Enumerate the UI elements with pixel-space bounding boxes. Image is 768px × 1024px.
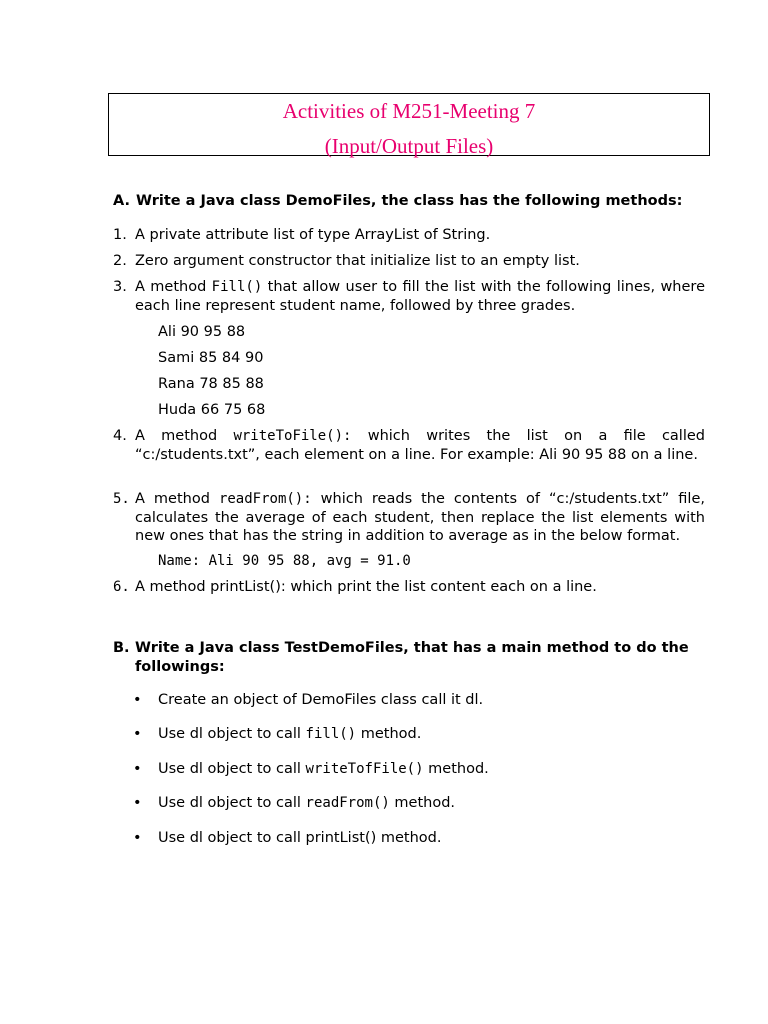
item-text-pre: A method — [135, 428, 234, 444]
code-write-call: writeTofFile() — [305, 761, 424, 777]
title-box — [108, 93, 710, 156]
bullet-text-pre: Use dl object to call — [158, 726, 306, 742]
code-fill-call: fill() — [305, 726, 357, 742]
section-a-heading-text: Write a Java class DemoFiles, the class has the following methods: — [136, 193, 683, 209]
student-line-1: Ali 90 95 88 — [158, 324, 246, 340]
item-text-post: which reads the contents of “c:/students.txt” file, calculates the average of each student, then replace the list elements with new ones that has the string in addition to average as in the below format. — [135, 491, 705, 544]
item-text — [135, 278, 705, 315]
section-a-letter: A. — [113, 193, 130, 209]
bullet-text — [158, 829, 441, 847]
code-read-call: readFrom() — [305, 795, 390, 811]
bullet-icon: • — [133, 692, 142, 708]
bullet-icon: • — [133, 830, 142, 846]
item-text-post: that allow user to fill the list with the following lines, where each line represent student name, followed by three grades. — [135, 279, 705, 314]
item-text-pre: A method — [135, 279, 212, 295]
bullet-text-post: method. — [356, 726, 422, 742]
bullet-text — [158, 794, 455, 812]
item-number: 6. — [113, 579, 130, 595]
bullet-icon: • — [133, 761, 142, 777]
bullet-icon: • — [133, 726, 142, 742]
item-number: 1. — [113, 227, 127, 243]
bullet-text-pre: Use dl object to call printList() method. — [158, 830, 442, 846]
bullet-icon: • — [133, 795, 142, 811]
bullet-text-pre: Create an object of DemoFiles class call it dl. — [158, 692, 484, 708]
item-text — [135, 427, 705, 464]
bullet-text — [158, 691, 483, 709]
format-example: Name: Ali 90 95 88, avg = 91.0 — [158, 553, 411, 569]
item-text: A private attribute list of type ArrayList of String. — [135, 227, 491, 243]
section-b-heading-text: Write a Java class TestDemoFiles, that has a main method to do the followings: — [135, 640, 689, 675]
item-text — [135, 490, 705, 546]
item-text-pre: A method — [135, 491, 219, 507]
bullet-text-post: method. — [389, 795, 456, 811]
item-number: 2. — [113, 253, 127, 269]
student-line-4: Huda 66 75 68 — [158, 402, 266, 418]
student-line-2: Sami 85 84 90 — [158, 350, 264, 366]
student-line-3: Rana 78 85 88 — [158, 376, 264, 392]
code-fill: Fill() — [211, 279, 263, 295]
section-b-letter: B. — [113, 640, 130, 656]
item-text: A method printList(): which print the list content each on a line. — [135, 579, 597, 595]
code-read-from: readFrom(): — [218, 491, 312, 507]
title-line-1: Activities of M251-Meeting 7 — [282, 99, 536, 123]
item-text: Zero argument constructor that initialize list to an empty list. — [135, 253, 580, 269]
bullet-text-pre: Use dl object to call — [158, 761, 306, 777]
bullet-text-post: method. — [423, 761, 489, 777]
bullet-text — [158, 725, 421, 743]
section-a-heading — [113, 192, 682, 211]
bullet-text-pre: Use dl object to call — [158, 795, 306, 811]
bullet-text — [158, 760, 489, 778]
item-text-post: which writes the list on a file called “c:/students.txt”, each element on a line. For example: Ali 90 95 88 on a line. — [135, 428, 705, 463]
item-number: 5. — [113, 491, 130, 507]
item-number: 4. — [113, 428, 127, 444]
code-write-to-file: writeToFile(): — [233, 428, 352, 444]
item-number: 3. — [113, 279, 127, 295]
title-line-2: (Input/Output Files) — [324, 134, 494, 158]
